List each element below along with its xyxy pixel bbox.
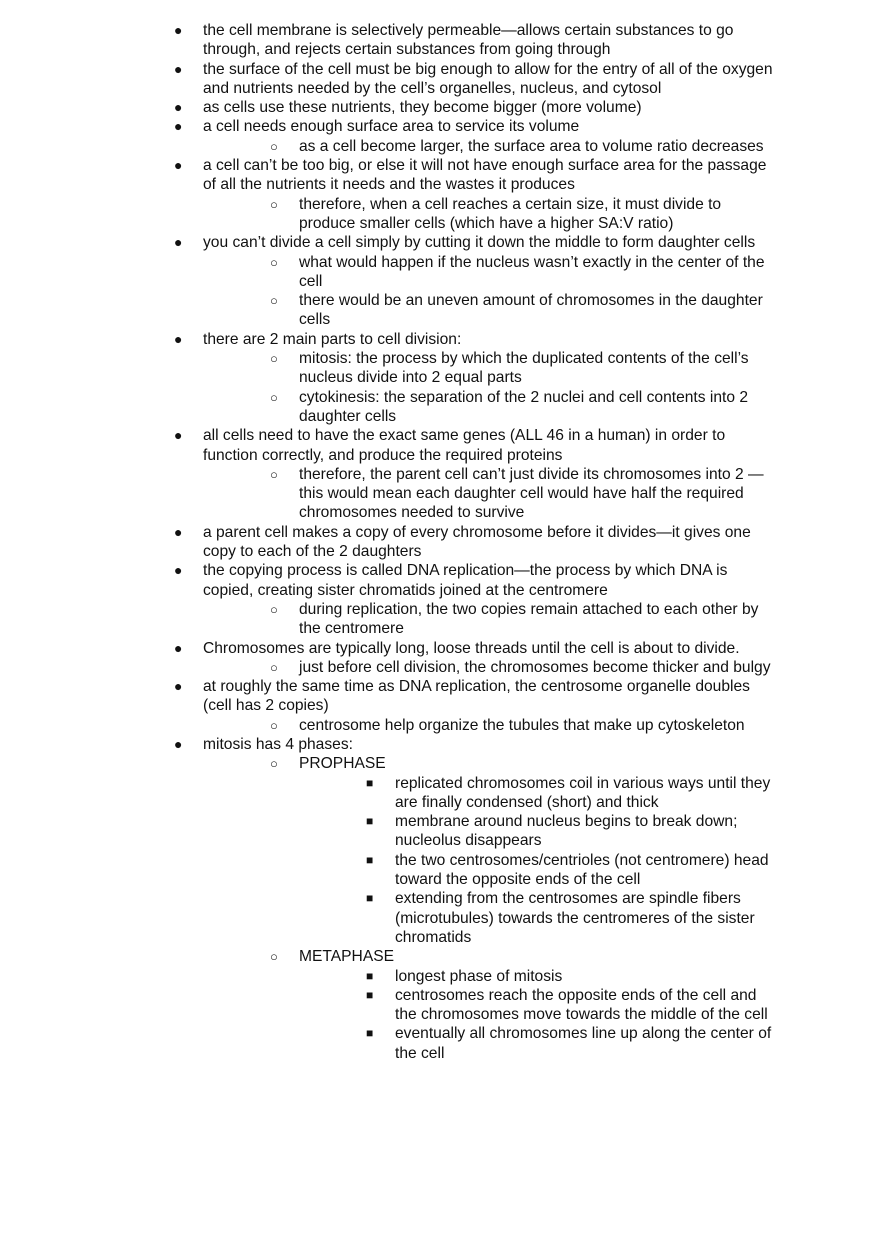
list-item-level-3 (366, 986, 780, 1025)
filled-circle-bullet-icon: ● (174, 234, 183, 251)
list-item-text: membrane around nucleus begins to break down; nucleolus disappears (395, 813, 738, 850)
list-item-level-1 (174, 735, 773, 754)
list-item-text: a cell needs enough surface area to service its volume (203, 118, 580, 136)
list-item-text: a parent cell makes a copy of every chromosome before it divides—it gives one copy to each of the 2 daughters (203, 523, 751, 561)
hollow-circle-bullet-icon: ○ (270, 717, 278, 733)
list-item-text: there would be an uneven amount of chromosomes in the daughter cells (299, 292, 763, 329)
filled-circle-bullet-icon: ● (174, 157, 183, 174)
list-item-level-3 (366, 889, 780, 947)
list-item-level-3 (366, 1024, 780, 1063)
list-item-text: as cells use these nutrients, they become bigger (more volume) (203, 99, 642, 117)
list-item-level-1 (174, 117, 773, 136)
list-item-level-1 (174, 639, 773, 658)
filled-square-bullet-icon: ■ (366, 852, 374, 867)
hollow-circle-bullet-icon: ○ (270, 659, 278, 675)
list-item-text: all cells need to have the exact same genes (ALL 46 in a human) in order to function correctly, and produce the required proteins (203, 427, 726, 464)
filled-circle-bullet-icon: ● (174, 427, 183, 444)
hollow-circle-bullet-icon: ○ (270, 389, 278, 405)
list-item-level-1 (174, 426, 773, 465)
filled-square-bullet-icon: ■ (366, 1026, 374, 1041)
filled-circle-bullet-icon: ● (174, 562, 183, 579)
list-item-text: extending from the centrosomes are spindle fibers (microtubules) towards the centromeres of the sister chromatids (395, 890, 755, 946)
list-item-text: cytokinesis: the separation of the 2 nuclei and cell contents into 2 daughter cells (299, 388, 749, 425)
list-item-text: replicated chromosomes coil in various ways until they are finally condensed (short) and thick (395, 774, 771, 811)
filled-square-bullet-icon: ■ (366, 987, 374, 1002)
list-item-level-3 (366, 967, 780, 986)
list-item-text: you can’t divide a cell simply by cutting it down the middle to form daughter cells (203, 234, 756, 252)
list-item-text: what would happen if the nucleus wasn’t exactly in the center of the cell (299, 253, 765, 290)
list-item-level-2 (270, 349, 777, 388)
list-item-text: as a cell become larger, the surface area to volume ratio decreases (299, 137, 764, 155)
list-item-level-1 (174, 561, 773, 600)
list-item-level-1 (174, 233, 773, 252)
hollow-circle-bullet-icon: ○ (270, 466, 278, 482)
filled-circle-bullet-icon: ● (174, 678, 183, 695)
list-item-text: mitosis has 4 phases: (203, 735, 353, 753)
list-item-level-3 (366, 851, 780, 890)
list-item-level-2 (270, 754, 777, 773)
hollow-circle-bullet-icon: ○ (270, 756, 278, 772)
list-item-level-2 (270, 253, 777, 292)
hollow-circle-bullet-icon: ○ (270, 196, 278, 212)
hollow-circle-bullet-icon: ○ (270, 601, 278, 617)
hollow-circle-bullet-icon: ○ (270, 138, 278, 154)
list-item-text: a cell can’t be too big, or else it will not have enough surface area for the passage of all the nutrients it needs and the wastes it produces (203, 157, 767, 194)
list-item-level-2 (270, 465, 777, 523)
list-item-text: there are 2 main parts to cell division: (203, 330, 462, 348)
filled-circle-bullet-icon: ● (174, 118, 183, 135)
hollow-circle-bullet-icon: ○ (270, 949, 278, 965)
filled-circle-bullet-icon: ● (174, 330, 183, 347)
list-item-level-2 (270, 600, 777, 639)
filled-circle-bullet-icon: ● (174, 639, 183, 656)
filled-square-bullet-icon: ■ (366, 814, 374, 829)
filled-circle-bullet-icon: ● (174, 22, 183, 38)
filled-square-bullet-icon: ■ (366, 891, 374, 906)
list-item-text: therefore, the parent cell can’t just divide its chromosomes into 2 —this would mean each daughter cell would have half the required chromosomes needed to survive (299, 465, 764, 522)
list-item-level-2 (270, 291, 777, 330)
list-item-level-3 (366, 812, 780, 851)
list-item-text: therefore, when a cell reaches a certain size, it must divide to produce smaller cells (which have a higher SA:V ratio) (299, 195, 722, 232)
list-item-level-2 (270, 195, 777, 234)
list-item-text: mitosis: the process by which the duplicated contents of the cell’s nucleus divide into 2 equal parts (299, 350, 749, 387)
filled-circle-bullet-icon: ● (174, 99, 183, 116)
list-item-text: centrosomes reach the opposite ends of the cell and the chromosomes move towards the middle of the cell (395, 986, 768, 1024)
list-item-text: longest phase of mitosis (395, 967, 563, 985)
list-item-level-2 (270, 716, 777, 735)
hollow-circle-bullet-icon: ○ (270, 293, 278, 309)
list-item-text: just before cell division, the chromosomes become thicker and bulgy (299, 658, 771, 676)
list-item-level-2 (270, 658, 777, 677)
list-item-level-2 (270, 388, 777, 427)
list-item-level-2 (270, 947, 777, 966)
filled-square-bullet-icon: ■ (366, 775, 374, 790)
filled-circle-bullet-icon: ● (174, 735, 183, 752)
list-item-text: the surface of the cell must be big enough to allow for the entry of all of the oxygen and nutrients needed by the cell’s organelles, nucleus, and cytosol (203, 60, 773, 97)
list-item-level-2 (270, 137, 777, 156)
list-item-level-1 (174, 21, 773, 60)
list-item-level-1 (174, 677, 773, 716)
hollow-circle-bullet-icon: ○ (270, 351, 278, 367)
list-item-text: centrosome help organize the tubules that make up cytoskeleton (299, 716, 745, 734)
list-item-text: PROPHASE (299, 755, 386, 773)
list-item-level-1 (174, 330, 773, 349)
list-item-text: eventually all chromosomes line up along the center of the cell (395, 1025, 772, 1062)
list-item-text: Chromosomes are typically long, loose threads until the cell is about to divide. (203, 639, 740, 657)
filled-circle-bullet-icon: ● (174, 60, 183, 77)
list-item-text: the copying process is called DNA replication—the process by which DNA is copied, creating sister chromatids joined at the centromere (203, 562, 728, 599)
list-item-level-3 (366, 774, 780, 813)
filled-square-bullet-icon: ■ (366, 968, 374, 983)
list-item-text: at roughly the same time as DNA replication, the centrosome organelle doubles (cell has 2 copies) (203, 678, 750, 715)
list-item-text: the cell membrane is selectively permeable—allows certain substances to go through, and rejects certain substances from going through (203, 22, 734, 59)
list-item-level-1 (174, 98, 773, 117)
list-item-level-1 (174, 156, 773, 195)
list-item-level-1 (174, 523, 773, 562)
list-item-text: METAPHASE (299, 948, 395, 966)
list-item-level-1 (174, 60, 773, 99)
list-item-text: the two centrosomes/centrioles (not centromere) head toward the opposite ends of the cell (395, 851, 769, 889)
hollow-circle-bullet-icon: ○ (270, 254, 278, 270)
list-item-text: during replication, the two copies remain attached to each other by the centromere (299, 600, 759, 638)
document-body (0, 21, 880, 1063)
filled-circle-bullet-icon: ● (174, 523, 183, 540)
